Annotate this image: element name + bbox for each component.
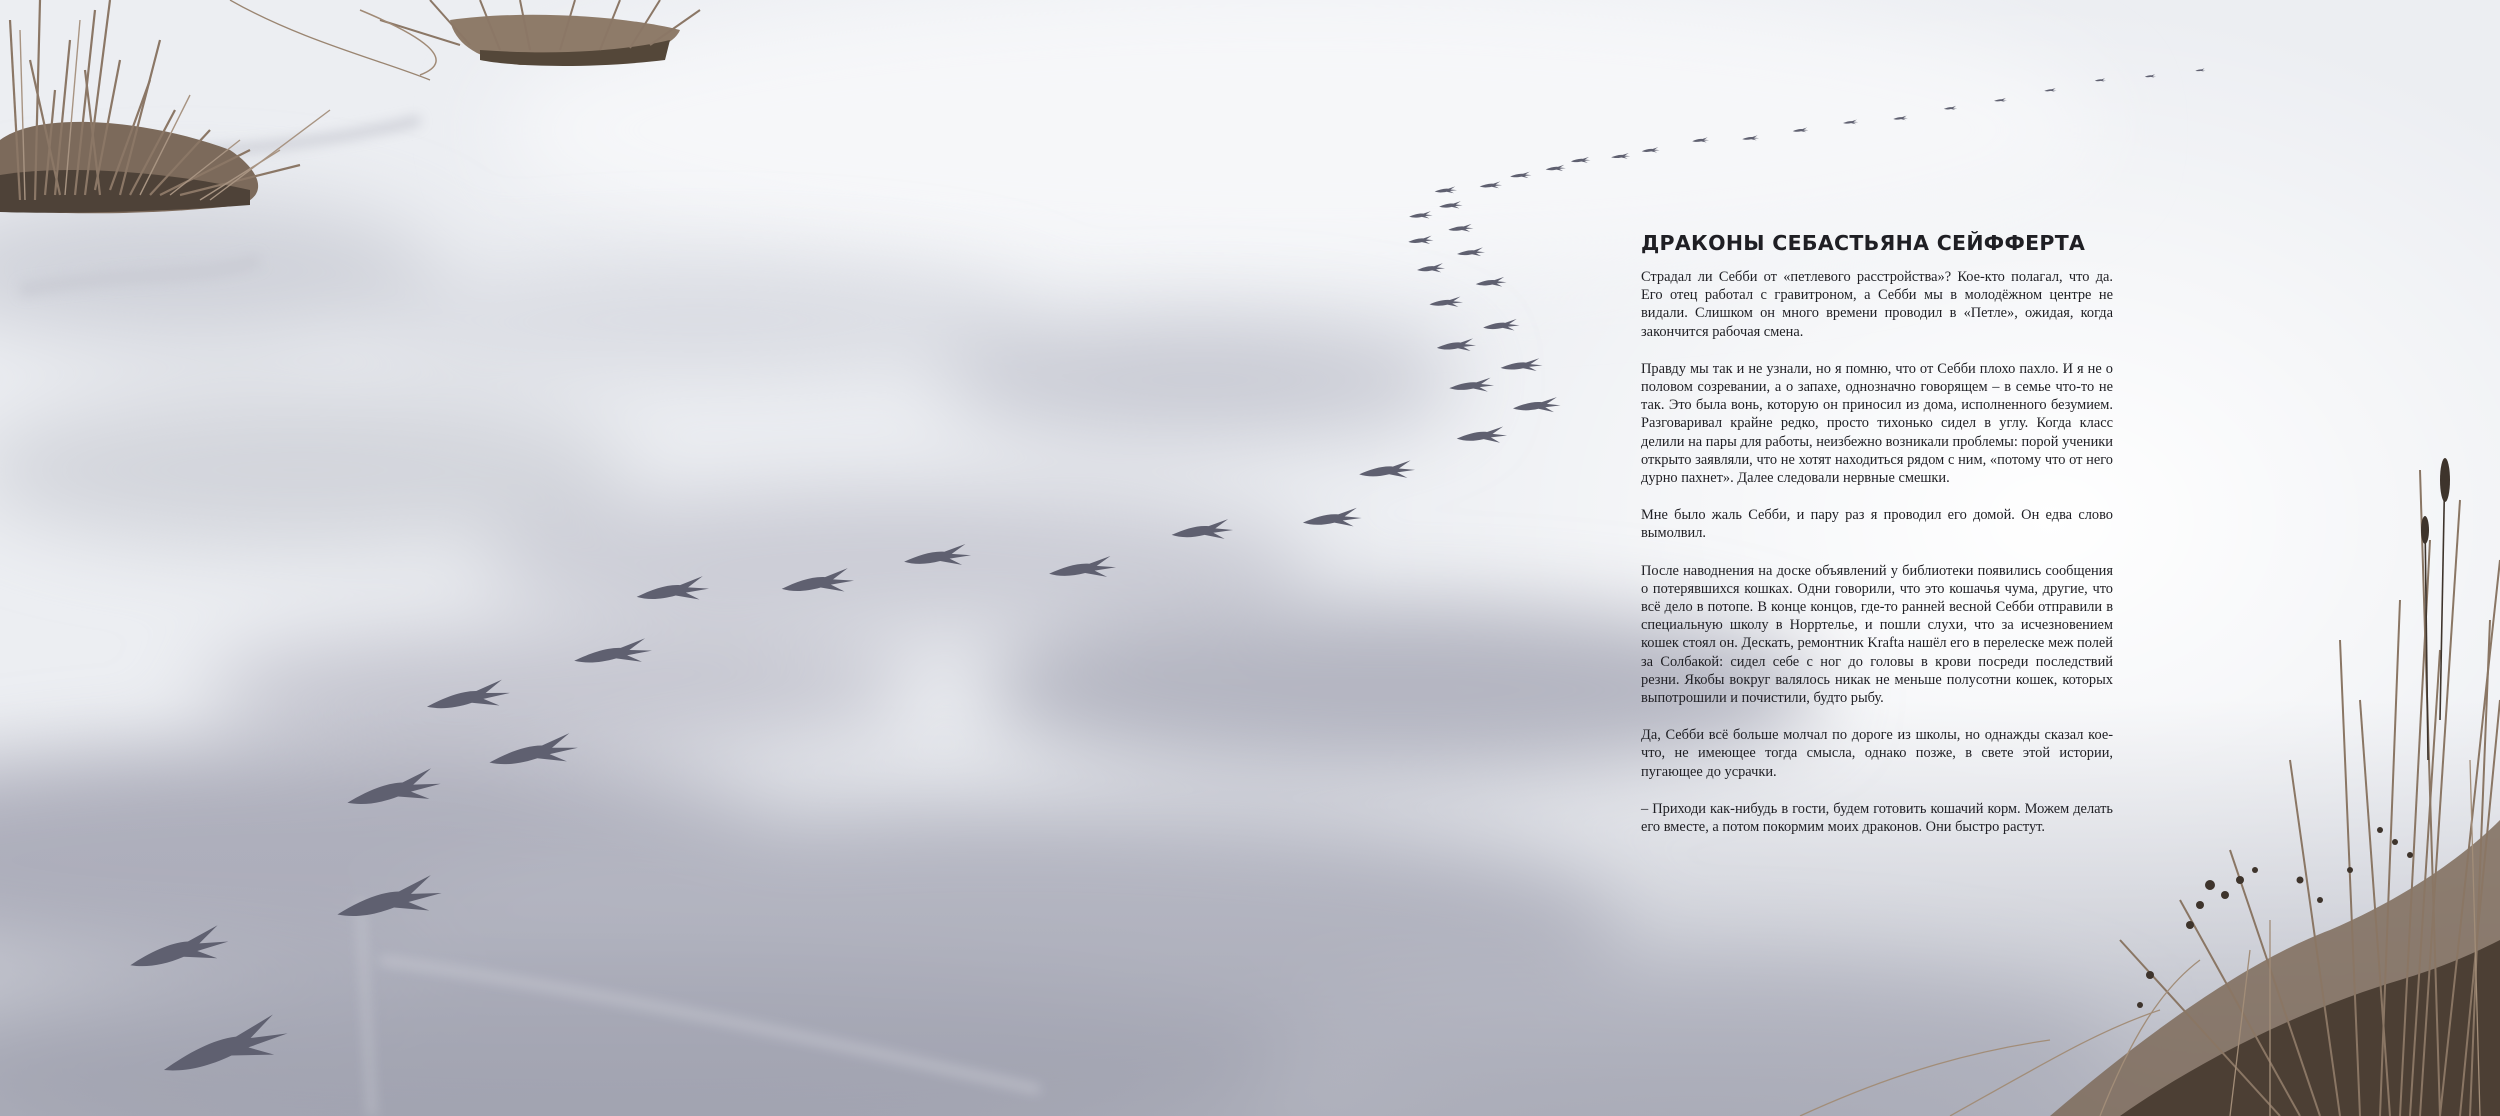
article-paragraph: Правду мы так и не узнали, но я помню, что от Себби плохо пахло. И я не о половом созревании, а о запахе, однозначно говорящем – в семье что-то не так. Это была вонь, которую он приносил из дома, исполненного безумием. Разговаривал крайне редко, просто тихонько сидел в углу. Когда класс делили на пары для работы, неизбежно возникали проблемы: порой ученики открыто заявляли, что не хотят находиться рядом с ним, «потому что от него дурно пахнет». Далее следовали нервные смешки. [1641,360,2113,487]
article-paragraph: После наводнения на доске объявлений у библиотеки появились сообщения о потерявшихся кошках. Одни говорили, что это кошачья чума, другие, что всё дело в потопе. В конце концов, где-то ранней весной Себби отправили в специальную школу в Норртелье, и пошли слухи, что за исчезновением кошек стоял он. Дескать, ремонтник Krafta нашёл его в перелеске меж полей за Солбакой: сидел себе с ног до головы в крови посреди последствий резни. Якобы вокруг валялось никак не меньше полусотни кошек, которых выпотрошили и почистили, будто рыбу. [1641,562,2113,707]
article-paragraph: Да, Себби всё больше молчал по дороге из школы, но однажды сказал кое-что, не имеющее тогда смысла, однако позже, в свете этой истории, пугающее до усрачки. [1641,727,2113,780]
article-paragraph: Мне было жаль Себби, и пару раз я проводил его домой. Он едва слово вымолвил. [1641,507,2113,542]
article-title: ДРАКОНЫ СЕБАСТЬЯНА СЕЙФФЕРТА [1641,231,2086,255]
article-paragraph: Страдал ли Себби от «петлевого расстройства»? Кое-кто полагал, что да. Его отец работал с гравитроном, а Себби мы в молодёжном центре не видали. Слишком он много времени проводил в «Петле», ожидая, когда закончится рабочая смена. [1641,269,2113,340]
article-paragraph: – Приходи как-нибудь в гости, будем готовить кошачий корм. Можем делать его вместе, а потом покормим моих драконов. Они быстро растут. [1641,800,2113,836]
article [1641,230,2113,855]
